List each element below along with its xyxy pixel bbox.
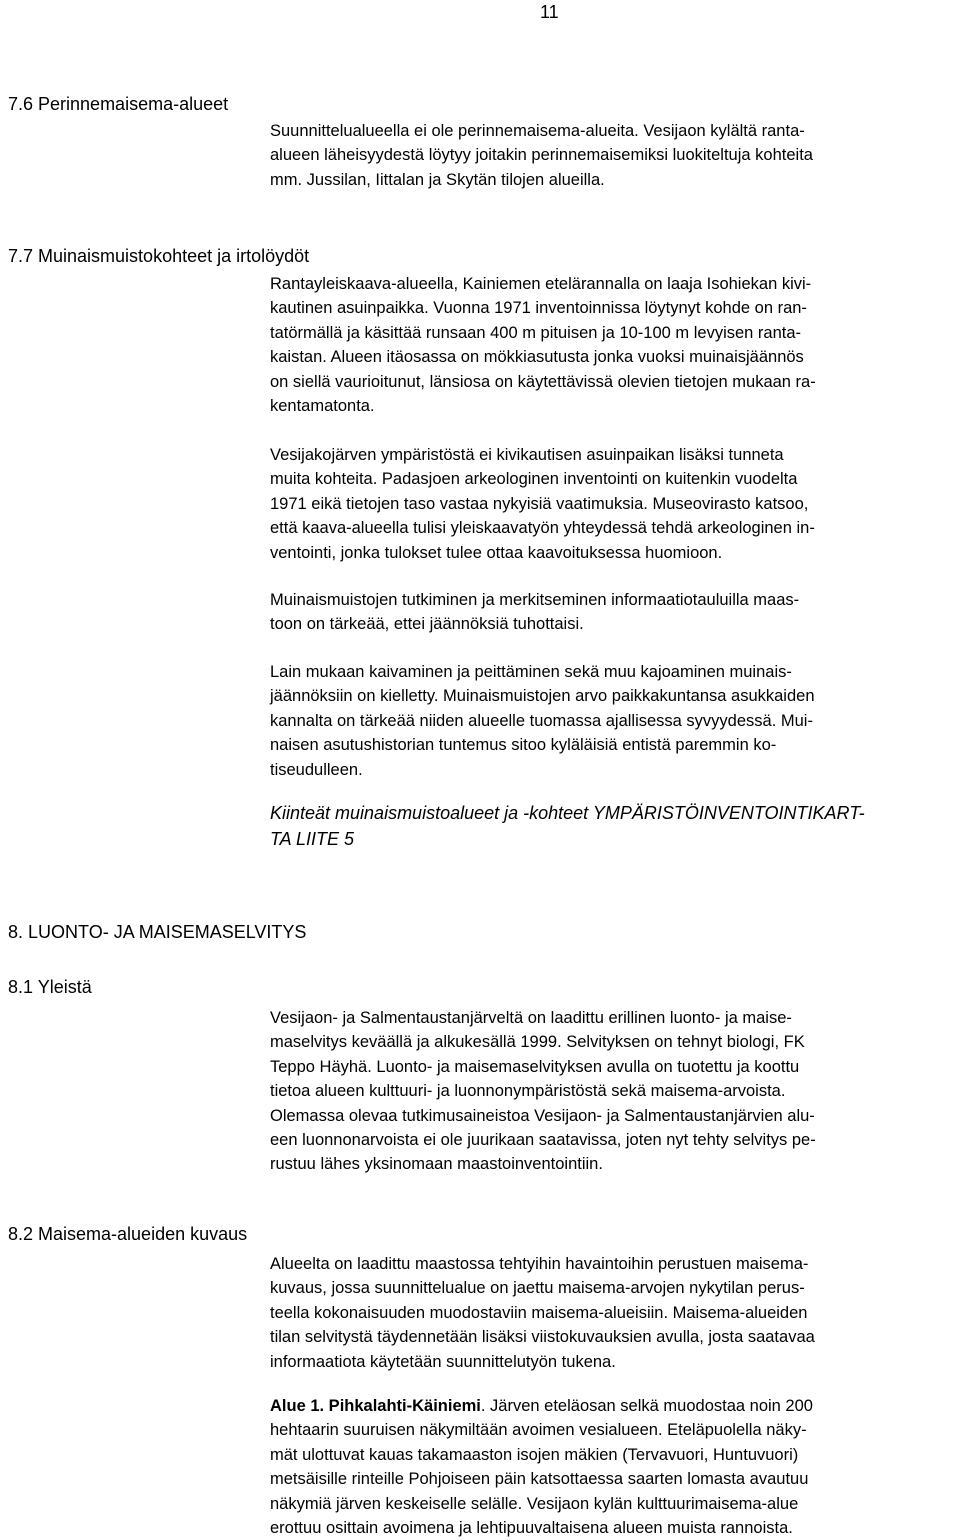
text-line: ventointi, jonka tulokset tulee ottaa kaavoituksessa huomioon.	[270, 543, 723, 562]
text-line: naisen asutushistorian tuntemus sitoo kyläläisiä entistä paremmin ko-	[270, 736, 777, 755]
paragraph-7-7-1	[270, 272, 816, 418]
text-line: 1971 eikä tietojen taso vastaa nykyisiä vaatimuksia. Museovirasto katsoo,	[270, 494, 809, 513]
text-line: että kaava-alueella tulisi yleiskaavatyön yhteydessä tehdä arkeologinen in-	[270, 519, 815, 538]
text-line: tilan selvitystä täydennetään lisäksi viistokuvauksien avulla, josta saatavaa	[270, 1328, 815, 1347]
text-line: kuvaus, jossa suunnittelualue on jaettu maisema-arvojen nykytilan perus-	[270, 1279, 805, 1298]
text-line: toon on tärkeää, ettei jäännöksiä tuhottaisi.	[270, 615, 584, 634]
text-line: een luonnonarvoista ei ole juurikaan saatavissa, joten nyt tehty selvitys pe-	[270, 1131, 816, 1150]
text-line: mät ulottuvat kauas takamaaston isojen mäkien (Tervavuori, Huntuvuori)	[270, 1445, 799, 1464]
text-line: hehtaarin suuruisen näkymiltään avoimen vesialueen. Eteläpuolella näky-	[270, 1421, 807, 1440]
text-line: Teppo Häyhä. Luonto- ja maisemaselvityksen avulla on tuotettu ja koottu	[270, 1057, 800, 1076]
section-heading-7-6: 7.6 Perinnemaisema-alueet	[8, 94, 229, 114]
text-line: kautinen asuinpaikka. Vuonna 1971 inventoinnissa löytynyt kohde on ran-	[270, 299, 807, 318]
paragraph-7-6-1	[270, 119, 813, 192]
paragraph-7-7-3	[270, 588, 799, 637]
paragraph-8-2-1	[270, 1252, 815, 1374]
text-line: tietoa alueen kulttuuri- ja luonnonympäristöstä sekä maisema-arvoista.	[270, 1082, 786, 1101]
paragraph-8-2-alue1	[270, 1394, 813, 1540]
paragraph-8-1-1	[270, 1006, 816, 1177]
paragraph-7-7-2	[270, 443, 815, 565]
text-line: Olemassa olevaa tutkimusaineistoa Vesijaon- ja Salmentaustanjärvien alu-	[270, 1106, 815, 1125]
text-line: rustuu lähes yksinomaan maastoinventointiin.	[270, 1155, 603, 1174]
text-line: jäännöksiin on kielletty. Muinaismuistojen arvo paikkakuntansa asukkaiden	[270, 687, 815, 706]
text-line: teella kokonaisuuden muodostaviin maisema-alueisiin. Maisema-alueiden	[270, 1303, 808, 1322]
section-heading-8-1: 8.1 Yleistä	[8, 977, 92, 997]
text-line: tiseudulleen.	[270, 760, 363, 779]
text-line: on siellä vaurioitunut, länsiosa on käytettävissä olevien tietojen mukaan ra-	[270, 372, 816, 391]
text-line: muita kohteita. Padasjoen arkeologinen inventointi on kuitenkin vuodelta	[270, 470, 798, 489]
text-line: Vesijakojärven ympäristöstä ei kivikautisen asuinpaikan lisäksi tunneta	[270, 446, 784, 464]
text-line: kaistan. Alueen itäosassa on mökkiasutusta jonka vuoksi muinaisjäännös	[270, 348, 804, 367]
page-number: 11	[540, 2, 559, 22]
text-line: kentamatonta.	[270, 397, 375, 416]
text-line: informaatiota käytetään suunnittelutyön tukena.	[270, 1352, 616, 1371]
text-line: Suunnittelualueella ei ole perinnemaisema-alueita. Vesijaon kylältä ranta-	[270, 122, 805, 140]
text-line: alueen läheisyydestä löytyy joitakin perinnemaisemiksi luokiteltuja kohteita	[270, 146, 813, 165]
chapter-heading-8: 8. LUONTO- JA MAISEMASELVITYS	[8, 922, 307, 942]
text-line: tatörmällä ja käsittää runsaan 400 m pituisen ja 10-100 m levyisen ranta-	[270, 323, 802, 342]
text-line: TA LIITE 5	[270, 829, 355, 849]
text-line	[270, 1394, 813, 1418]
map-appendix-reference	[270, 800, 865, 852]
text-line: Kiinteät muinaismuistoalueet ja -kohteet YMPÄRISTÖINVENTOINTIKART-	[270, 803, 865, 823]
text-line: metsäisille rinteille Pohjoiseen päin katsottaessa saarten lomasta avautuu	[270, 1470, 809, 1489]
text-line: Lain mukaan kaivaminen ja peittäminen sekä muu kajoaminen muinais-	[270, 663, 792, 681]
text-line: Alueelta on laadittu maastossa tehtyihin havaintoihin perustuen maisema-	[270, 1255, 809, 1273]
text-line: mm. Jussilan, Iittalan ja Skytän tilojen alueilla.	[270, 170, 605, 189]
section-heading-8-2: 8.2 Maisema-alueiden kuvaus	[8, 1224, 248, 1244]
text-line: kannalta on tärkeää niiden alueelle tuomassa ajallisessa syvyydessä. Mui-	[270, 711, 813, 730]
text-line: maselvitys keväällä ja alkukesällä 1999. Selvityksen on tehnyt biologi, FK	[270, 1033, 805, 1052]
text-line: näkymiä järven keskeiselle selälle. Vesijaon kylän kulttuurimaisema-alue	[270, 1494, 799, 1513]
area-1-first-line: . Järven eteläosan selkä muodostaa noin 200	[480, 1397, 813, 1415]
text-line: erottuu osittain avoimena ja lehtipuuvaltaisena alueen muista rannoista.	[270, 1519, 793, 1538]
paragraph-7-7-4	[270, 660, 815, 782]
text-line: Vesijaon- ja Salmentaustanjärveltä on laadittu erillinen luonto- ja maise-	[270, 1009, 792, 1027]
area-1-label: Alue 1. Pihkalahti-Käiniemi	[270, 1397, 481, 1415]
section-heading-7-7: 7.7 Muinaismuistokohteet ja irtolöydöt	[8, 246, 310, 266]
text-line: Muinaismuistojen tutkiminen ja merkitseminen informaatiotauluilla maas-	[270, 591, 800, 609]
text-line: Rantayleiskaava-alueella, Kainiemen etelärannalla on laaja Isohiekan kivi-	[270, 275, 812, 293]
